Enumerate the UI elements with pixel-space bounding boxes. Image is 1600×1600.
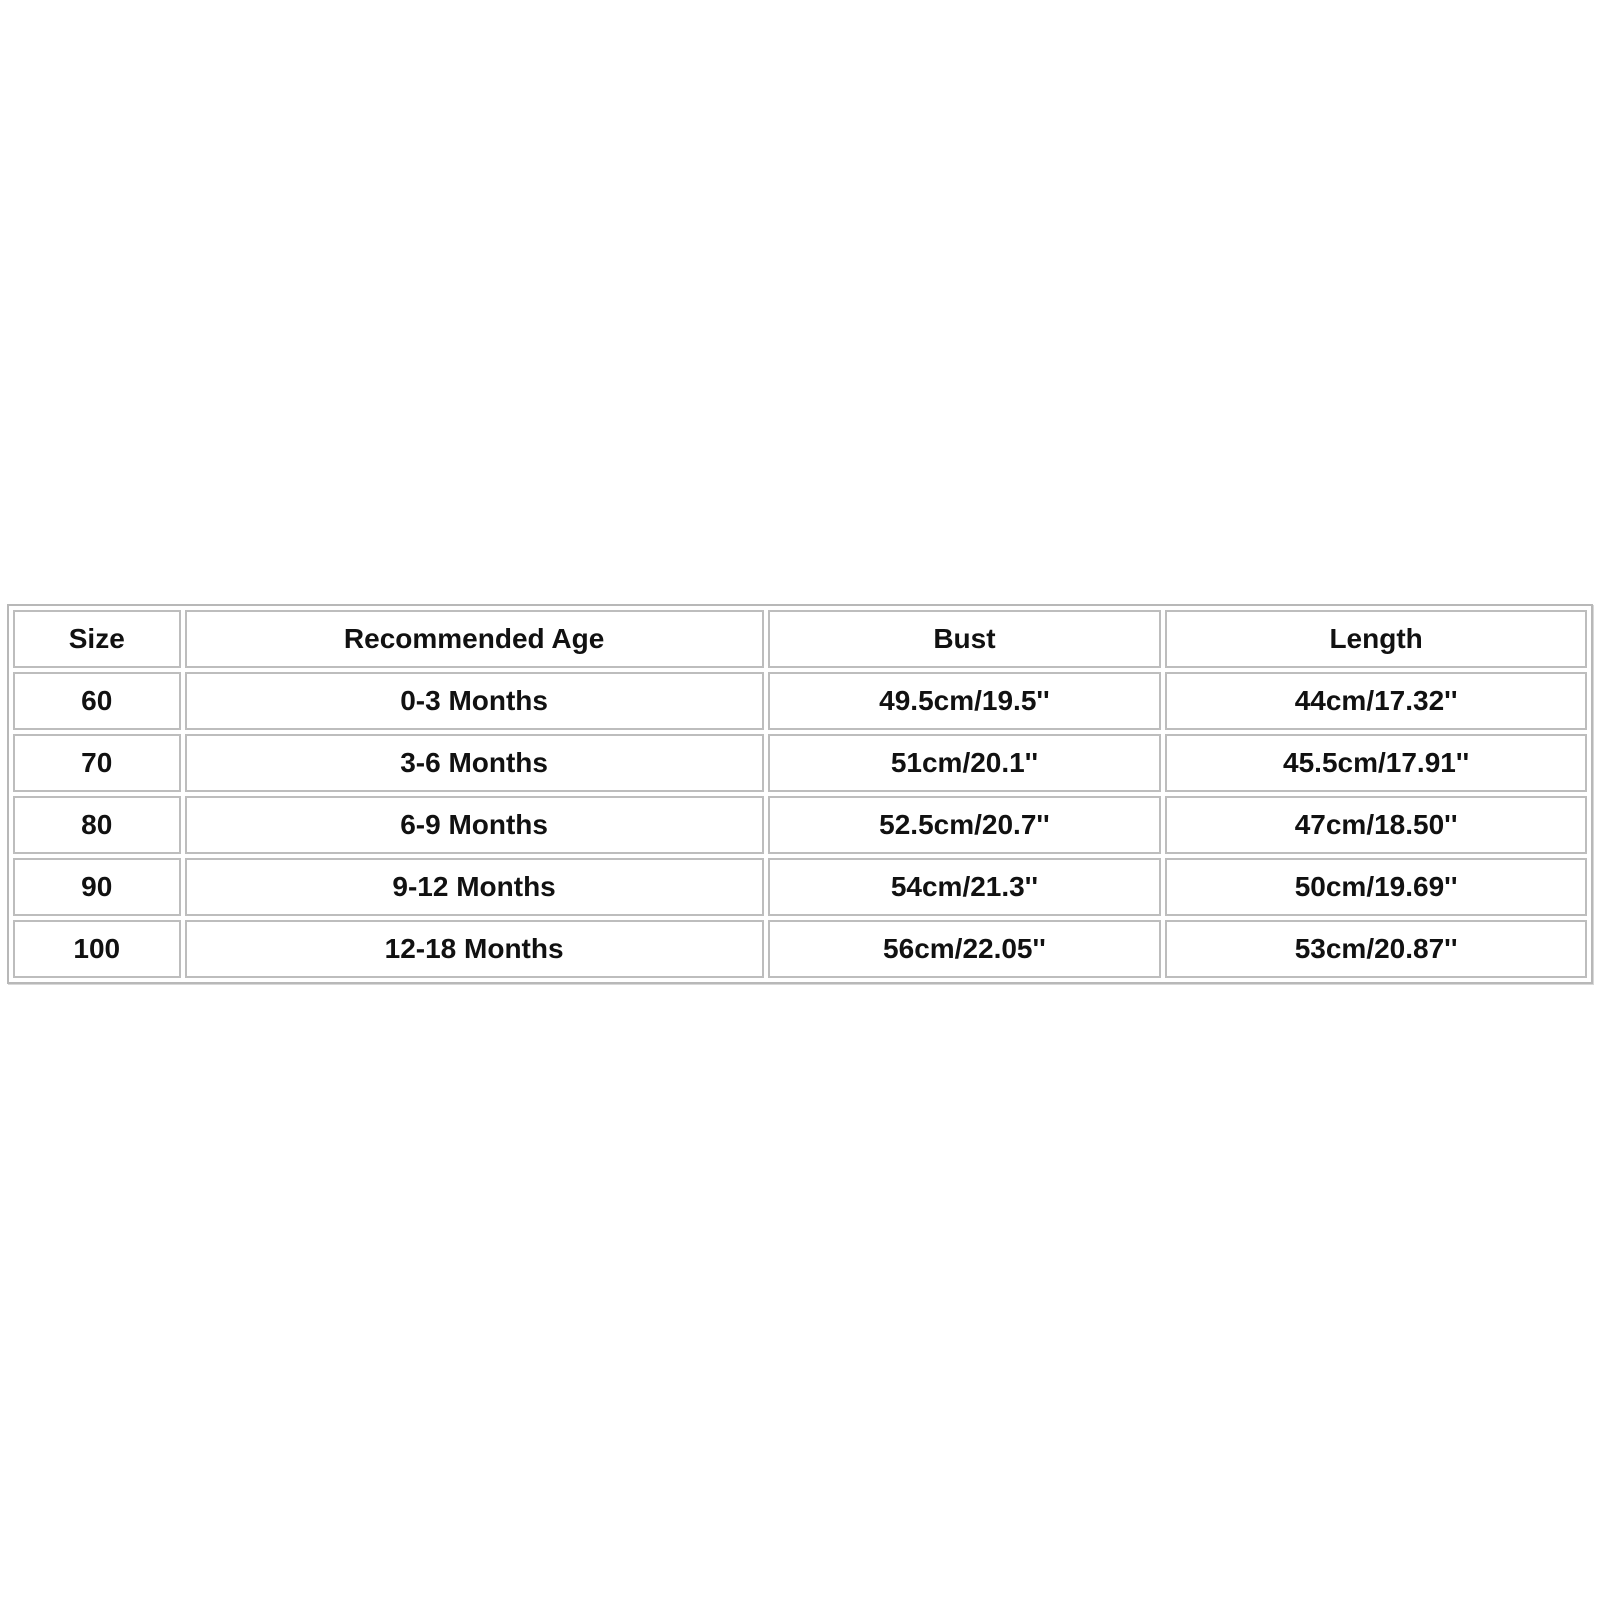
header-size: Size: [13, 610, 181, 668]
header-row: [13, 610, 1587, 668]
cell-size: 90: [13, 858, 181, 916]
cell-bust: 51cm/20.1'': [768, 734, 1162, 792]
cell-length: 50cm/19.69'': [1165, 858, 1587, 916]
table-row: [13, 734, 1587, 792]
header-bust: Bust: [768, 610, 1162, 668]
cell-length: 44cm/17.32'': [1165, 672, 1587, 730]
cell-bust: 49.5cm/19.5'': [768, 672, 1162, 730]
cell-recommended-age: 9-12 Months: [185, 858, 764, 916]
cell-size: 100: [13, 920, 181, 978]
cell-size: 70: [13, 734, 181, 792]
cell-recommended-age: 0-3 Months: [185, 672, 764, 730]
cell-length: 45.5cm/17.91'': [1165, 734, 1587, 792]
table-row: [13, 858, 1587, 916]
size-chart-table: [7, 604, 1593, 984]
cell-recommended-age: 12-18 Months: [185, 920, 764, 978]
cell-length: 53cm/20.87'': [1165, 920, 1587, 978]
header-length: Length: [1165, 610, 1587, 668]
table-row: [13, 796, 1587, 854]
cell-bust: 56cm/22.05'': [768, 920, 1162, 978]
table-row: [13, 920, 1587, 978]
table-row: [13, 672, 1587, 730]
cell-recommended-age: 3-6 Months: [185, 734, 764, 792]
cell-size: 60: [13, 672, 181, 730]
cell-size: 80: [13, 796, 181, 854]
cell-bust: 52.5cm/20.7'': [768, 796, 1162, 854]
cell-recommended-age: 6-9 Months: [185, 796, 764, 854]
cell-bust: 54cm/21.3'': [768, 858, 1162, 916]
cell-length: 47cm/18.50'': [1165, 796, 1587, 854]
header-recommended-age: Recommended Age: [185, 610, 764, 668]
